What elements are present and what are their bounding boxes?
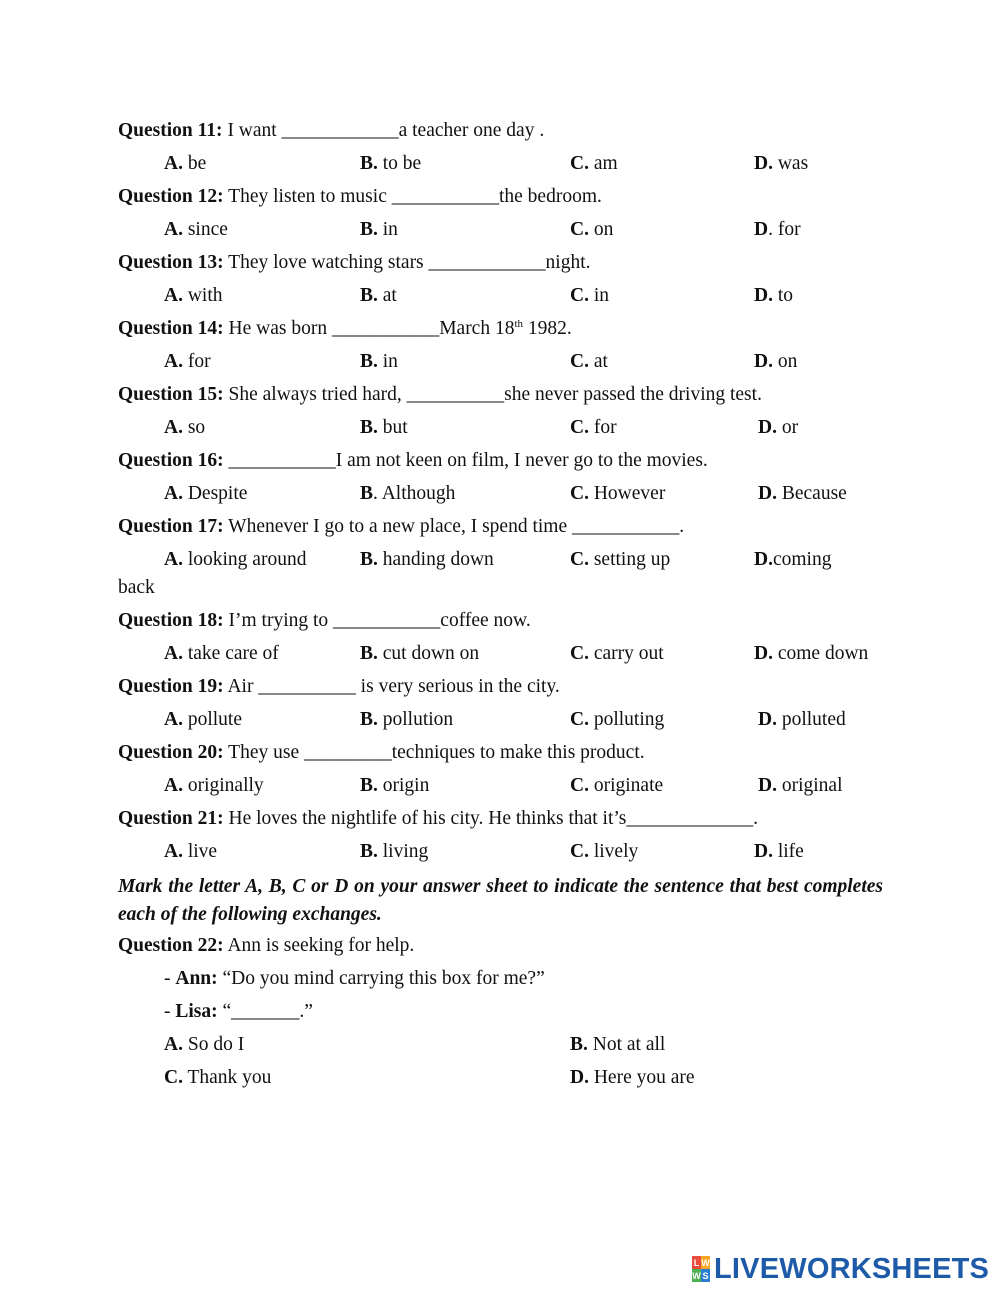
option-a[interactable]: A. looking around (164, 549, 307, 570)
question-text: Air __________ is very serious in the city. (223, 676, 560, 697)
option-b[interactable]: B. origin (360, 775, 430, 796)
option-b[interactable]: B. living (360, 841, 429, 862)
dialogue-ann: - Ann: “Do you mind carrying this box for me?” (164, 968, 545, 989)
option-c[interactable]: C. on (570, 219, 614, 240)
option-a[interactable]: A. take care of (164, 643, 279, 664)
question-text: He was born ___________March 18 (223, 318, 515, 339)
question-label: Question 17: (118, 516, 224, 537)
question-text: ___________I am not keen on film, I never go to the movies. (223, 450, 708, 471)
question-label: Question 11: (118, 120, 223, 141)
question-text: He loves the nightlife of his city. He thinks that it’s_____________. (223, 808, 759, 829)
section-instruction: Mark the letter A, B, C or D on your answer sheet to indicate the sentence that best completes each of the following exchanges. (118, 876, 883, 925)
question-16 (118, 449, 708, 473)
option-c[interactable]: C. at (570, 351, 608, 372)
question-14 (118, 317, 572, 341)
option-b[interactable]: B. Not at all (570, 1034, 666, 1055)
option-b[interactable]: B. pollution (360, 709, 454, 730)
question-label: Question 14: (118, 318, 224, 339)
option-c[interactable]: C. lively (570, 841, 639, 862)
option-b[interactable]: B. handing down (360, 549, 494, 570)
option-a[interactable]: A. So do I (164, 1034, 245, 1055)
liveworksheets-logo (692, 1254, 989, 1284)
question-label: Question 16: (118, 450, 224, 471)
question-label: Question 13: (118, 252, 224, 273)
option-c[interactable]: C. setting up (570, 549, 671, 570)
question-label: Question 21: (118, 808, 224, 829)
option-b[interactable]: B. to be (360, 153, 422, 174)
option-a[interactable]: A. Despite (164, 483, 248, 504)
option-a[interactable]: A. pollute (164, 709, 243, 730)
option-c[interactable]: C. originate (570, 775, 664, 796)
dialogue-lisa: - Lisa: “_______.” (164, 1001, 313, 1022)
option-d[interactable]: D. or (758, 417, 799, 438)
option-a[interactable]: A. with (164, 285, 223, 306)
question-13 (118, 251, 590, 275)
logo-badge-icon: L W W S (692, 1257, 710, 1281)
question-17 (118, 515, 684, 539)
question-label: Question 22: (118, 935, 224, 956)
option-c[interactable]: C. in (570, 285, 610, 306)
question-19 (118, 675, 560, 699)
option-d[interactable]: D.coming (754, 549, 832, 570)
question-20 (118, 741, 645, 765)
question-11 (118, 119, 544, 143)
option-a[interactable]: A. since (164, 219, 228, 240)
option-b[interactable]: B. Although (360, 483, 456, 504)
option-d[interactable]: D. Because (758, 483, 847, 504)
option-b[interactable]: B. cut down on (360, 643, 480, 664)
option-d[interactable]: D. polluted (758, 709, 846, 730)
option-c[interactable]: C. However (570, 483, 666, 504)
option-d-wrap: back (118, 577, 155, 598)
question-text: Ann is seeking for help. (223, 935, 415, 956)
question-text: I want ____________a teacher one day . (222, 120, 545, 141)
question-22 (118, 934, 414, 958)
option-d[interactable]: D. for (754, 219, 801, 240)
option-d[interactable]: D. come down (754, 643, 869, 664)
question-text: She always tried hard, __________she never passed the driving test. (223, 384, 762, 405)
question-text: They listen to music ___________the bedroom. (223, 186, 602, 207)
question-18 (118, 609, 531, 633)
question-text: They love watching stars ____________night. (223, 252, 591, 273)
option-c[interactable]: C. for (570, 417, 617, 438)
question-label: Question 20: (118, 742, 224, 763)
option-a[interactable]: A. originally (164, 775, 264, 796)
option-c[interactable]: C. polluting (570, 709, 665, 730)
logo-text: LIVEWORKSHEETS (714, 1252, 990, 1285)
option-c[interactable]: C. carry out (570, 643, 664, 664)
option-a[interactable]: A. for (164, 351, 211, 372)
question-label: Question 15: (118, 384, 224, 405)
option-d[interactable]: D. to (754, 285, 794, 306)
option-c[interactable]: C. am (570, 153, 618, 174)
question-text: They use _________techniques to make this product. (223, 742, 645, 763)
option-d[interactable]: D. was (754, 153, 809, 174)
option-a[interactable]: A. so (164, 417, 206, 438)
question-text: I’m trying to ___________coffee now. (223, 610, 531, 631)
option-c[interactable]: C. Thank you (164, 1067, 272, 1088)
option-a[interactable]: A. be (164, 153, 207, 174)
option-d[interactable]: D. original (758, 775, 843, 796)
option-b[interactable]: B. at (360, 285, 397, 306)
question-21 (118, 807, 758, 831)
speaker-lisa: Lisa: (175, 1001, 218, 1022)
question-text: Whenever I go to a new place, I spend time ___________. (223, 516, 685, 537)
question-12 (118, 185, 602, 209)
option-d[interactable]: D. on (754, 351, 798, 372)
question-text-end: 1982. (523, 318, 572, 339)
option-b[interactable]: B. in (360, 219, 398, 240)
question-label: Question 12: (118, 186, 224, 207)
ordinal-suffix: th (514, 318, 524, 330)
option-b[interactable]: B. in (360, 351, 398, 372)
option-a[interactable]: A. live (164, 841, 218, 862)
option-b[interactable]: B. but (360, 417, 408, 438)
speaker-ann: Ann: (175, 968, 218, 989)
question-label: Question 18: (118, 610, 224, 631)
option-d[interactable]: D. Here you are (570, 1067, 695, 1088)
question-15 (118, 383, 762, 407)
question-label: Question 19: (118, 676, 224, 697)
option-d[interactable]: D. life (754, 841, 804, 862)
